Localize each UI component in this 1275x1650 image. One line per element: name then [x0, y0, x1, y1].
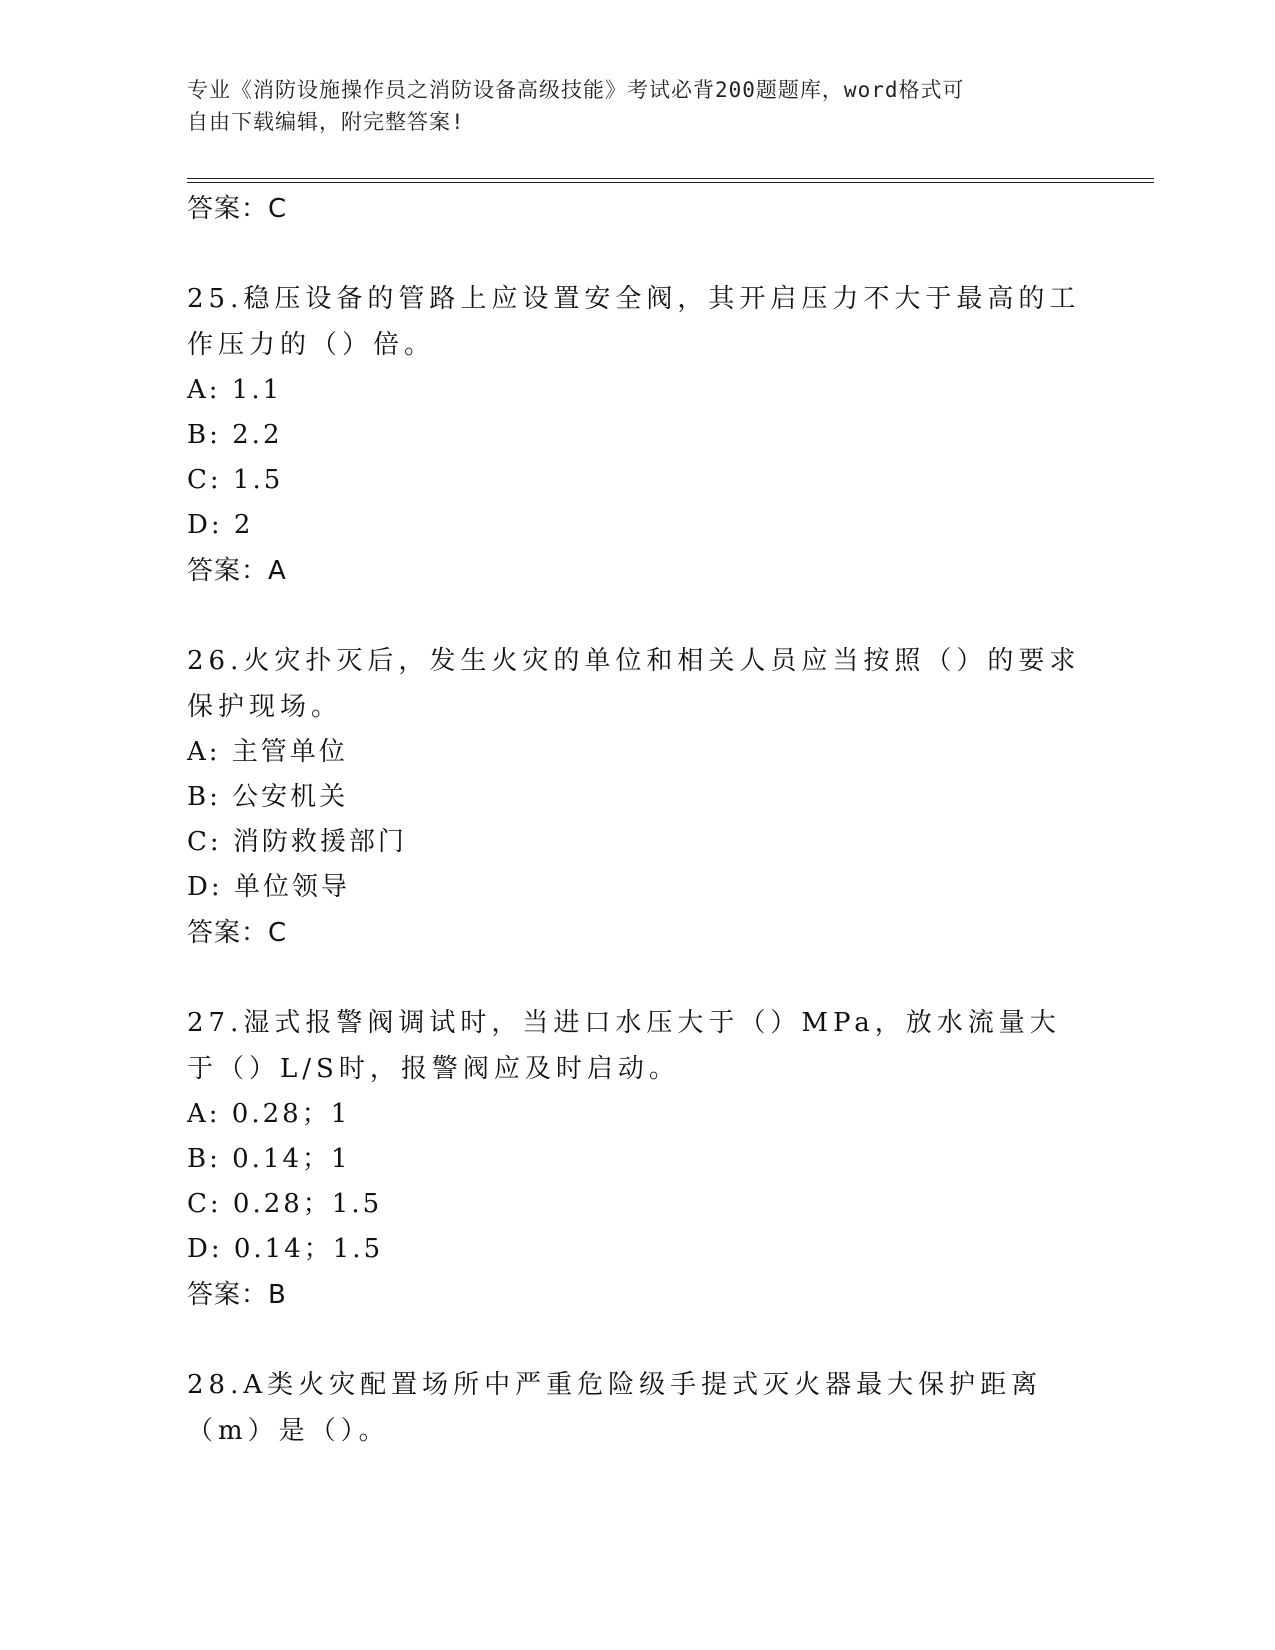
question-list	[187, 186, 1087, 1454]
question-text: 27.湿式报警阀调试时，当进口水压大于（）MPa，放水流量大于（）L/S时，报警阀应及时启动。	[187, 1008, 1061, 1084]
question-27	[187, 1000, 1087, 1318]
header-divider-thin	[187, 182, 1154, 183]
document-header	[187, 74, 1067, 138]
option-b: B: 2.2	[187, 420, 283, 450]
question-28	[187, 1362, 1087, 1454]
question-26	[187, 638, 1087, 956]
question-text: 25.稳压设备的管路上应设置安全阀，其开启压力不大于最高的工作压力的（）倍。	[187, 284, 1081, 360]
header-line-1: 专业《消防设施操作员之消防设备高级技能》考试必背200题题库，word格式可	[187, 78, 965, 102]
option-d: D: 单位领导	[187, 872, 350, 902]
question-text: 28.A类火灾配置场所中严重危险级手提式灭火器最大保护距离（m）是（）。	[187, 1370, 1043, 1446]
option-a: A: 0.28；1	[187, 1099, 351, 1129]
option-a: A: 主管单位	[187, 737, 348, 767]
question-text: 26.火灾扑灭后，发生火灾的单位和相关人员应当按照（）的要求保护现场。	[187, 646, 1081, 722]
option-c: C: 1.5	[187, 465, 284, 495]
question-answer: 答案：A	[187, 556, 287, 586]
question-answer: 答案：C	[187, 918, 288, 948]
option-b: B: 0.14；1	[187, 1144, 351, 1174]
carryover-answer: 答案：C	[187, 194, 288, 224]
option-a: A: 1.1	[187, 375, 283, 405]
question-answer: 答案：B	[187, 1280, 287, 1310]
option-b: B: 公安机关	[187, 782, 349, 812]
question-25	[187, 276, 1087, 594]
option-d: D: 0.14；1.5	[187, 1234, 384, 1264]
option-c: C: 0.28；1.5	[187, 1189, 383, 1219]
option-c: C: 消防救援部门	[187, 827, 407, 857]
header-divider-thick	[187, 178, 1154, 179]
option-d: D: 2	[187, 510, 254, 540]
header-line-2: 自由下载编辑，附完整答案!	[187, 110, 465, 134]
